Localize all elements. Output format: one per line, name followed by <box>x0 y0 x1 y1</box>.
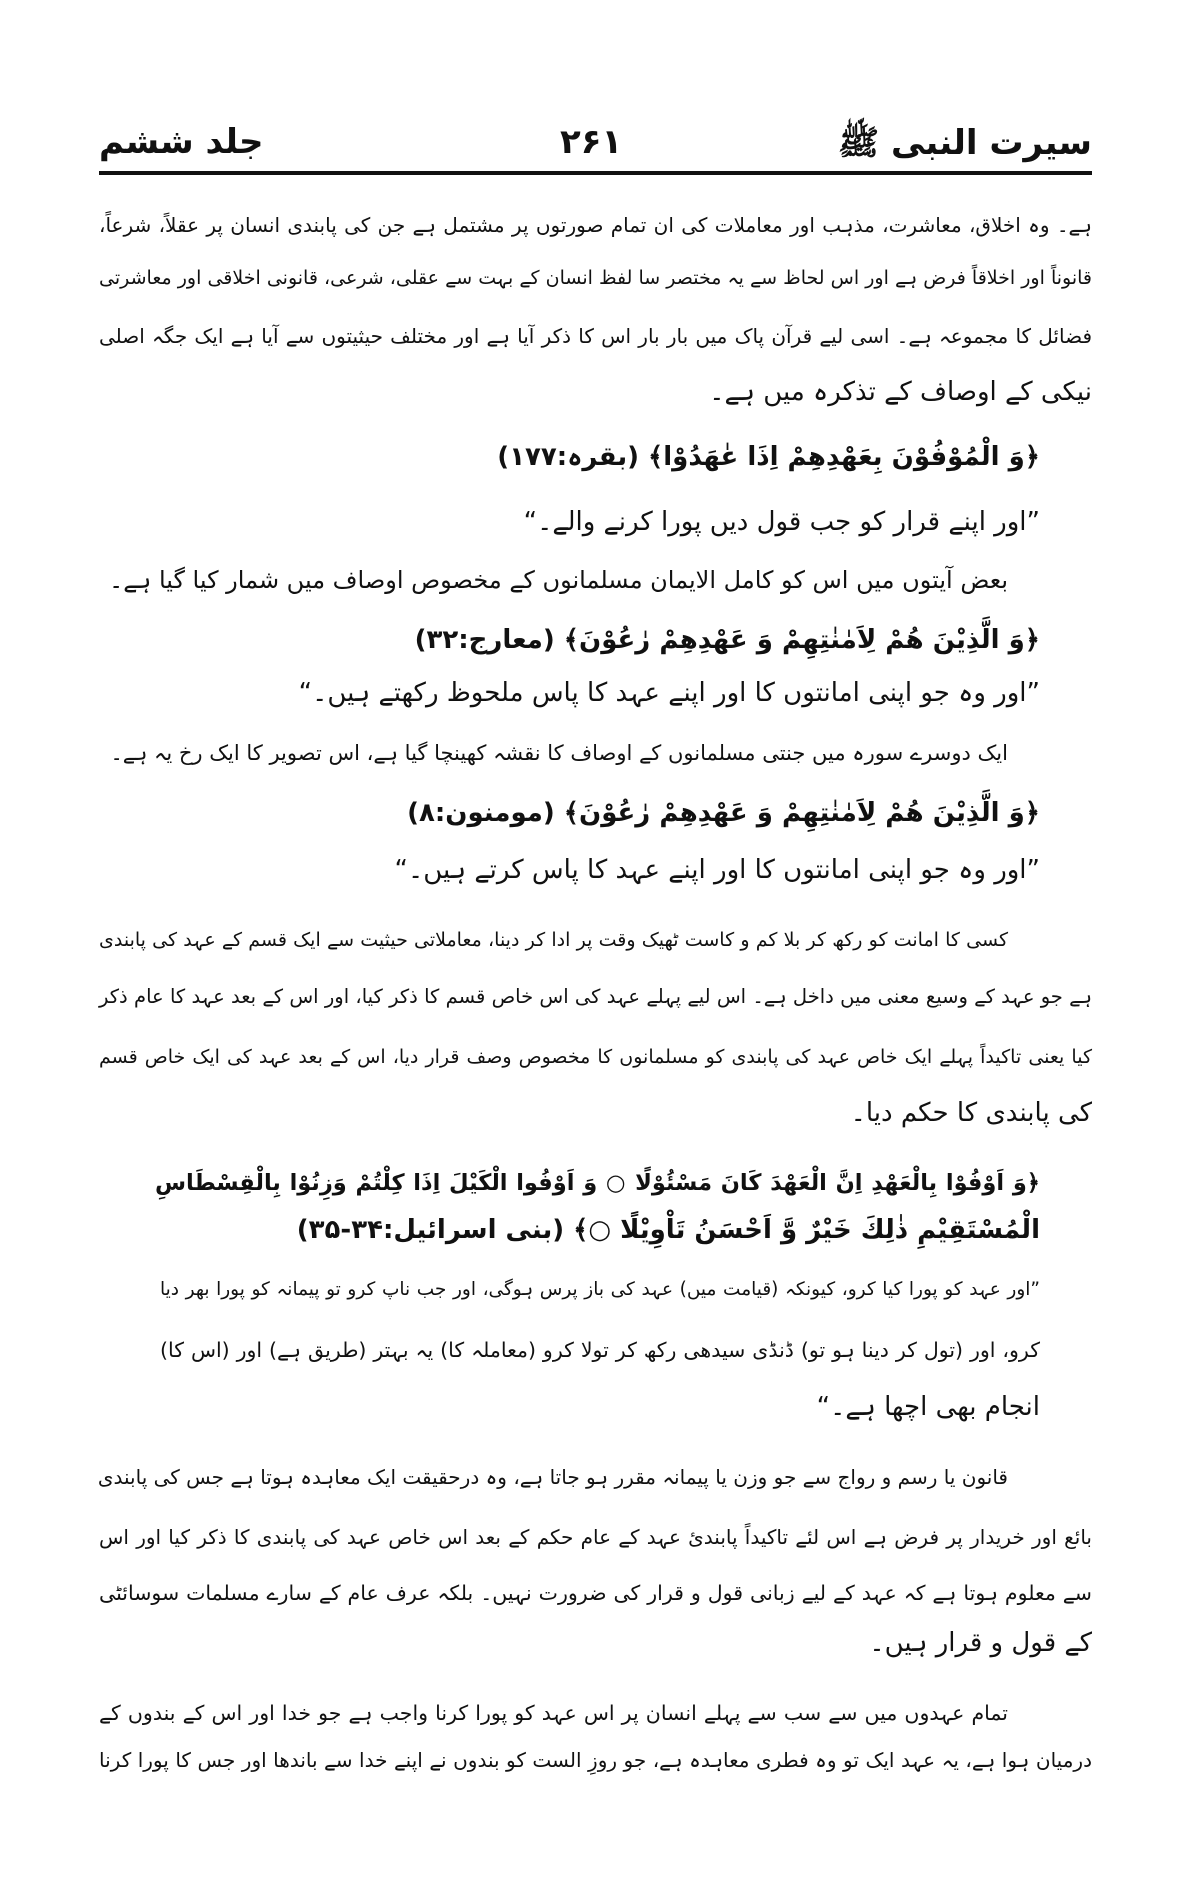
translation-line: کرو، اور (تول کر دینا ہو تو) ڈنڈی سیدھی رکھ کر تولا کرو (معاملہ کا) یہ بہتر (طریق ہے) اور (اس کا) <box>160 1338 1040 1362</box>
book-title: سیرت النبی ﷺ <box>838 123 1092 163</box>
text-line: ہے۔ وہ اخلاق، معاشرت، مذہب اور معاملات کی ان تمام صورتوں پر مشتمل ہے جن کی پابندی انسان پر عقلاً، شرعاً، <box>99 213 1092 237</box>
translation-line: ”اور اپنے قرار کو جب قول دیں پورا کرنے والے۔“ <box>523 507 1040 537</box>
text-line: کی پابندی کا حکم دیا۔ <box>850 1098 1092 1128</box>
text-line: قانون یا رسم و رواج سے جو وزن یا پیمانہ مقرر ہو جاتا ہے، وہ درحقیقت ایک معاہدہ ہوتا ہے جس کی پابندی <box>97 1465 1008 1489</box>
text-line: تمام عہدوں میں سے سب سے پہلے انسان پر اس عہد کو پورا کرنا واجب ہے جو خدا اور اس کے بندوں کے <box>99 1701 1008 1725</box>
quran-verse: الْمُسْتَقِيْمِ ذٰلِكَ خَيْرٌ وَّ اَحْسَنُ تَاْوِيْلًا ○﴾ (بنی اسرائیل:۳۴-۳۵) <box>296 1215 1040 1245</box>
volume-label: جلد ششم <box>99 122 264 162</box>
quran-verse: ﴿وَ اَوْفُوْا بِالْعَهْدِ اِنَّ الْعَهْدَ كَانَ مَسْئُوْلًا ○ وَ اَوْفُوا الْكَيْلَ اِذَا كِلْتُمْ وَزِنُوْا بِالْقِسْطَاسِ <box>155 1170 1040 1196</box>
quran-verse: ﴿وَ الْمُوْفُوْنَ بِعَهْدِهِمْ اِذَا عٰهَدُوْا﴾ (بقرہ:۱۷۷) <box>497 442 1040 472</box>
text-line: ہے جو عہد کے وسیع معنی میں داخل ہے۔ اس لیے پہلے عہد کی اس خاص قسم کا ذکر کیا، اور اس کے بعد عہد کا عام ذکر <box>99 985 1092 1008</box>
text-line: بعض آیتوں میں اس کو کامل الایمان مسلمانوں کے مخصوص اوصاف میں شمار کیا گیا ہے۔ <box>109 566 1008 594</box>
quran-verse: ﴿وَ الَّذِيْنَ هُمْ لِاَمٰنٰتِهِمْ وَ عَهْدِهِمْ رٰعُوْنَ﴾ (معارج:۳۲) <box>414 625 1040 655</box>
text-line: فضائل کا مجموعہ ہے۔ اسی لیے قرآن پاک میں بار بار اس کا ذکر آیا ہے اور مختلف حیثیتوں سے آیا ہے ایک جگہ اصلی <box>99 324 1093 348</box>
text-line: بائع اور خریدار پر فرض ہے اس لئے تاکیداً پابندیٔ عہد کے عام حکم کے بعد اس خاص عہد کی پابندی کا ذکر کیا اور اس <box>99 1525 1092 1549</box>
translation-line: ”اور وہ جو اپنی امانتوں کا اور اپنے عہد کا پاس ملحوظ رکھتے ہیں۔“ <box>298 678 1040 708</box>
translation-line: ”اور وہ جو اپنی امانتوں کا اور اپنے عہد کا پاس کرتے ہیں۔“ <box>394 855 1040 885</box>
text-line: کسی کا امانت کو رکھ کر بلا کم و کاست ٹھیک وقت پر ادا کر دینا، معاملاتی حیثیت سے ایک قسم کے عہد کی پابندی <box>99 929 1008 951</box>
text-line: سے معلوم ہوتا ہے کہ عہد کے لیے زبانی قول و قرار کی ضرورت نہیں۔ بلکہ عرف عام کے سارے مسلمات سوسائٹی <box>99 1581 1092 1605</box>
text-line: قانوناً اور اخلاقاً فرض ہے اور اس لحاظ سے یہ مختصر سا لفظ انسان کے بہت سے عقلی، شرعی، قانونی اخلاقی اور معاشرتی <box>99 267 1092 289</box>
text-line: نیکی کے اوصاف کے تذکرہ میں ہے۔ <box>709 377 1092 407</box>
quran-verse: ﴿وَ الَّذِيْنَ هُمْ لِاَمٰنٰتِهِمْ وَ عَهْدِهِمْ رٰعُوْنَ﴾ (مومنون:۸) <box>407 798 1040 828</box>
text-line: کے قول و قرار ہیں۔ <box>869 1628 1092 1658</box>
text-line: کیا یعنی تاکیداً پہلے ایک خاص عہد کی پابندی کو مسلمانوں کا مخصوص وصف قرار دیا، اس کے بعد عہد کی ایک خاص قسم <box>99 1046 1092 1068</box>
header-rule <box>99 171 1092 175</box>
text-line: درمیان ہوا ہے، یہ عہد ایک تو وہ فطری معاہدہ ہے، جو روزِ الست کو بندوں نے اپنے خدا سے باندھا اور جس کا پورا کرنا <box>99 1748 1092 1772</box>
text-line: ایک دوسرے سورہ میں جنتی مسلمانوں کے اوصاف کا نقشہ کھینچا گیا ہے، اس تصویر کا ایک رخ یہ ہے۔ <box>110 741 1008 765</box>
translation-line: ”اور عہد کو پورا کیا کرو، کیونکہ (قیامت میں) عہد کی باز پرس ہوگی، اور جب ناپ کرو تو پیمانہ کو پورا بھر دیا <box>160 1279 1040 1300</box>
page-number: ۲۶۱ <box>560 122 623 162</box>
translation-line: انجام بھی اچھا ہے۔“ <box>816 1392 1040 1422</box>
